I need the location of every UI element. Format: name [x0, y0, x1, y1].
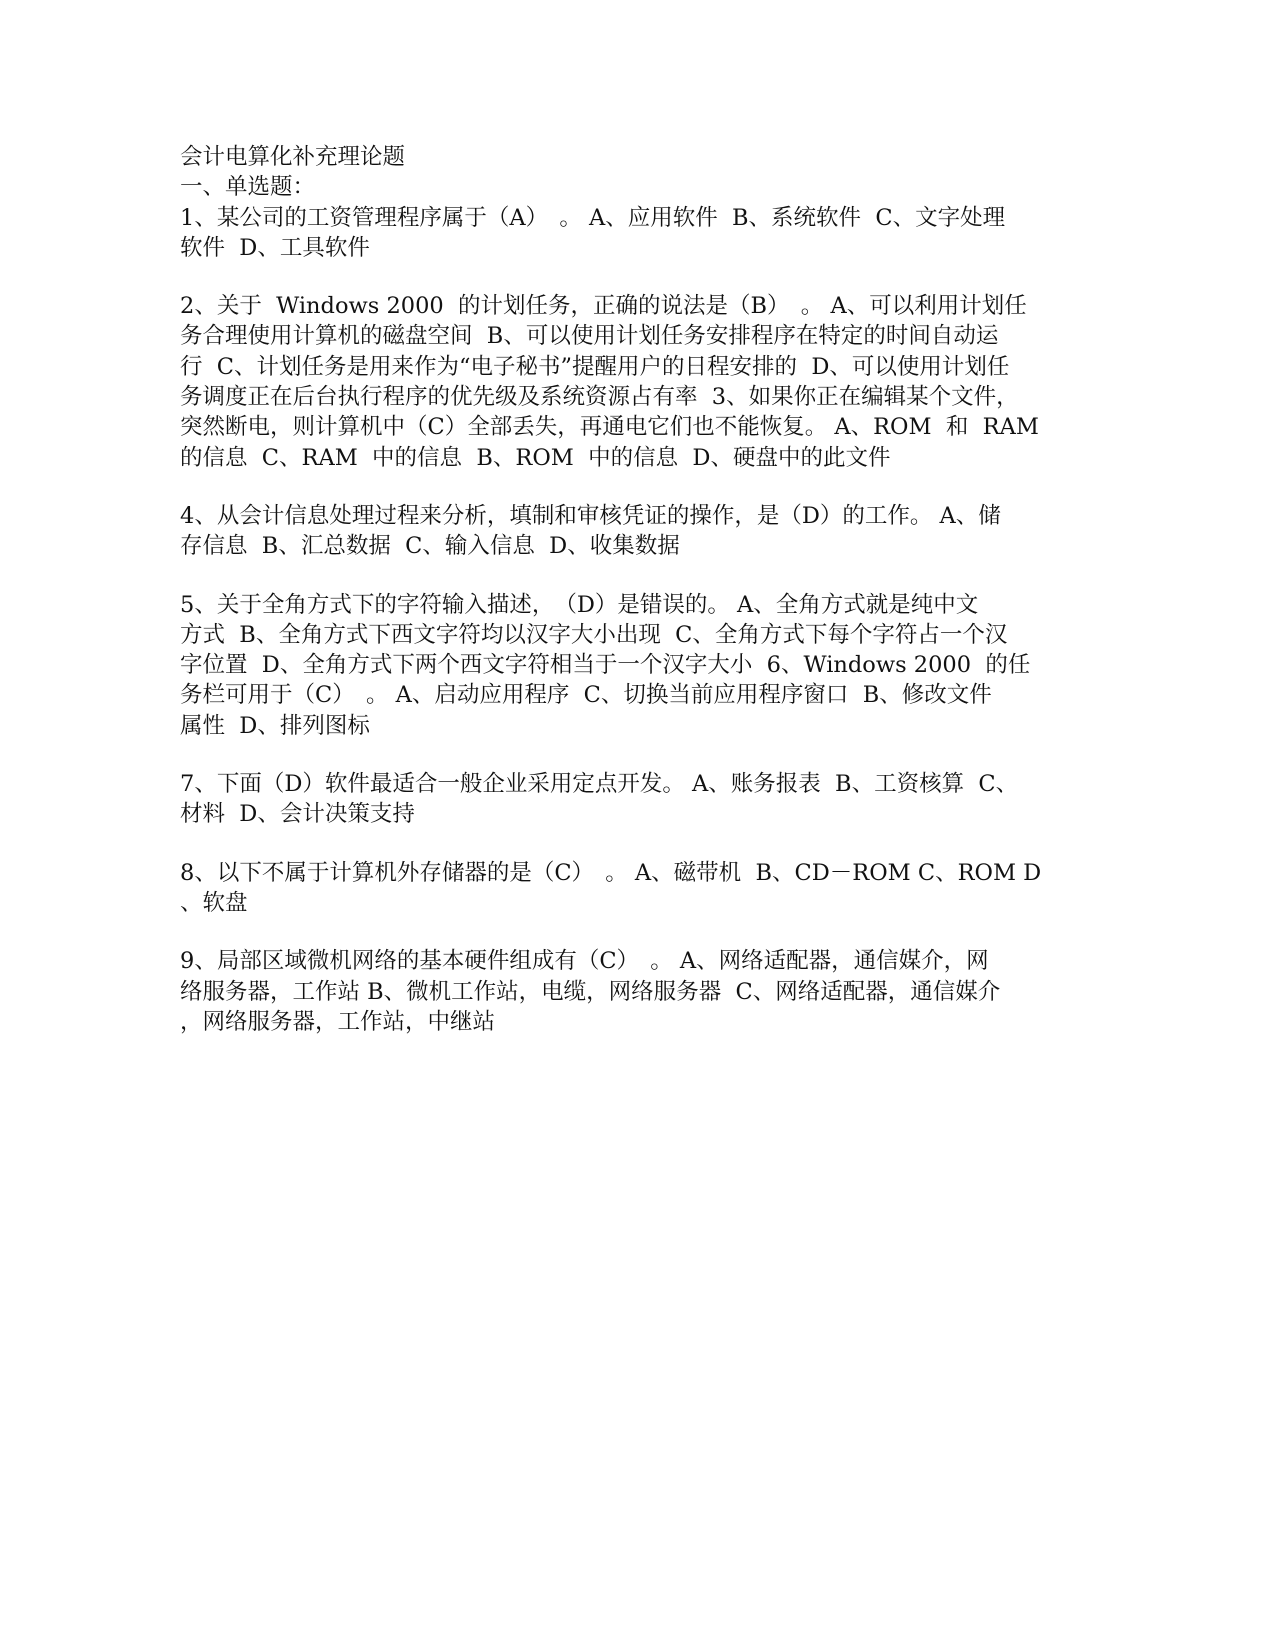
question-line: 软件 D、工具软件: [180, 234, 370, 261]
question-line: 务栏可用于（C） 。 A、启动应用程序 C、切换当前应用程序窗口 B、修改文件: [180, 682, 992, 709]
paragraph-gap: [180, 741, 1060, 769]
question-line: 方式 B、全角方式下西文字符均以汉字大小出现 C、全角方式下每个字符占一个汉: [180, 621, 1008, 648]
question-8: [180, 858, 1060, 919]
question-9: [180, 946, 1060, 1037]
question-line: 行 C、计划任务是用来作为“电子秘书”提醒用户的日程安排的 D、可以使用计划任: [180, 353, 1010, 380]
question-line: 属性 D、排列图标: [180, 712, 370, 739]
question-line: 、软盘: [180, 889, 248, 916]
question-line: 4、从会计信息处理过程来分析，填制和审核凭证的操作，是（D）的工作。 A、储: [180, 502, 1001, 529]
question-line: 的信息 C、RAM 中的信息 B、ROM 中的信息 D、硬盘中的此文件: [180, 444, 891, 471]
document-title: 会计电算化补充理论题: [180, 144, 406, 170]
question-line: 7、下面（D）软件最适合一般企业采用定点开发。 A、账务报表 B、工资核算 C、: [180, 771, 1019, 798]
question-line: 存信息 B、汇总数据 C、输入信息 D、收集数据: [180, 533, 680, 560]
paragraph-gap: [180, 473, 1060, 501]
question-line: ，网络服务器，工作站，中继站: [180, 1008, 496, 1035]
question-line: 2、关于 Windows 2000 的计划任务，正确的说法是（B） 。 A、可以利用计划任: [180, 293, 1027, 320]
question-7: [180, 769, 1060, 830]
question-line: 材料 D、会计决策支持: [180, 801, 415, 828]
question-line: 1、某公司的工资管理程序属于（A） 。 A、应用软件 B、系统软件 C、文字处理: [180, 204, 1006, 231]
question-1: [180, 203, 1060, 264]
paragraph-gap: [180, 562, 1060, 590]
paragraph-gap: [180, 263, 1060, 291]
question-line: 络服务器，工作站 B、微机工作站，电缆，网络服务器 C、网络适配器，通信媒介: [180, 978, 1001, 1005]
question-line: 5、关于全角方式下的字符输入描述， （D）是错误的。 A、全角方式就是纯中文: [180, 591, 979, 618]
section-heading: 一、单选题：: [180, 174, 316, 201]
question-line: 务调度正在后台执行程序的优先级及系统资源占有率 3、如果你正在编辑某个文件，: [180, 384, 1019, 411]
question-line: 9、局部区域微机网络的基本硬件组成有（C） 。 A、网络适配器，通信媒介，网: [180, 948, 989, 975]
paragraph-gap: [180, 918, 1060, 946]
question-line: 务合理使用计算机的磁盘空间 B、可以使用计划任务安排程序在特定的时间自动运: [180, 323, 999, 350]
question-line: 突然断电，则计算机中（C）全部丢失，再通电它们也不能恢复。 A、ROM 和 RAM: [180, 414, 1039, 441]
paragraph-gap: [180, 830, 1060, 858]
document-page: [180, 142, 1060, 1037]
question-4: [180, 501, 1060, 562]
question-5-6: [180, 590, 1060, 741]
question-line: 8、以下不属于计算机外存储器的是（C） 。 A、磁带机 B、CD－ROM C、ROM D: [180, 859, 1042, 886]
question-2-3: [180, 291, 1060, 473]
question-line: 字位置 D、全角方式下两个西文字符相当于一个汉字大小 6、Windows 2000 的任: [180, 652, 1031, 679]
